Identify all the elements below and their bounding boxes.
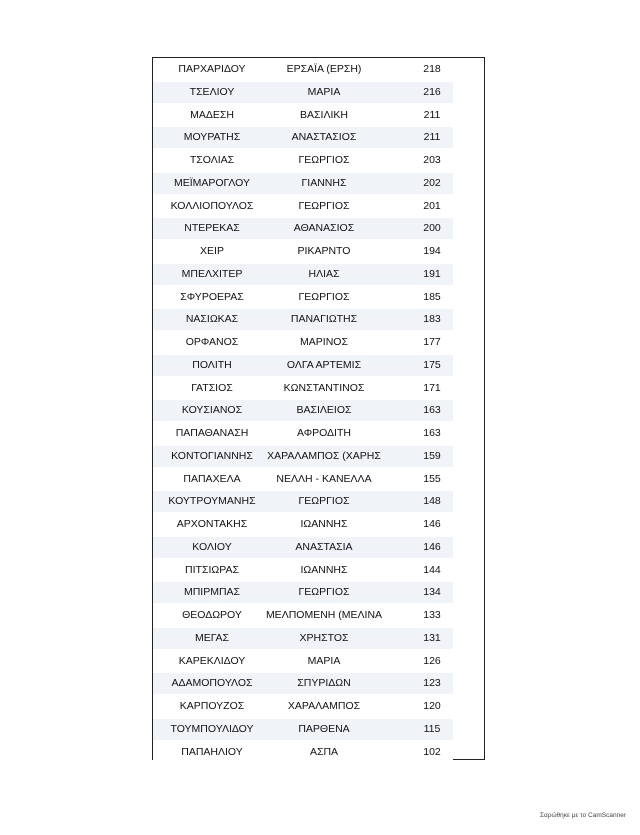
table-row <box>153 308 484 331</box>
table-row <box>153 286 484 309</box>
votes-cell: 185 <box>423 290 441 303</box>
table-row <box>153 581 484 604</box>
votes-cell: 155 <box>423 472 441 485</box>
votes-cell: 163 <box>423 427 441 439</box>
first-name-cell: ΓΕΩΡΓΙΟΣ <box>298 199 350 212</box>
surname-cell: ΑΔΑΜΟΠΟΥΛΟΣ <box>171 677 253 690</box>
votes-cell: 202 <box>423 176 441 189</box>
first-name-cell: ΜΑΡΙΑ <box>307 654 341 667</box>
table-row <box>153 490 484 513</box>
surname-cell: ΚΟΛΙΟΥ <box>192 540 232 553</box>
table-row <box>153 331 484 354</box>
surname-cell: ΤΟΥΜΠΟΥΛΙΔΟΥ <box>170 722 254 735</box>
surname-cell: ΣΦΥΡΟΕΡΑΣ <box>180 290 244 303</box>
first-name-cell: ΧΑΡΑΛΑΜΠΟΣ <box>287 700 361 712</box>
first-name-cell: ΑΦΡΟΔΙΤΗ <box>297 427 351 439</box>
first-name-cell: ΓΕΩΡΓΙΟΣ <box>298 290 350 303</box>
candidates-table <box>152 57 485 760</box>
table-row <box>153 399 484 422</box>
table-row <box>153 513 484 536</box>
votes-cell: 120 <box>423 700 441 712</box>
votes-cell: 203 <box>423 154 441 166</box>
surname-cell: ΠΑΡΧΑΡΙΔΟΥ <box>178 63 246 75</box>
table-row <box>153 536 484 559</box>
votes-cell: 191 <box>423 267 441 280</box>
surname-cell: ΜΕΓΑΣ <box>194 631 230 644</box>
votes-cell: 183 <box>423 313 441 326</box>
first-name-cell: ΝΕΛΛΗ - ΚΑΝΕΛΛΑ <box>276 472 372 485</box>
surname-cell: ΚΟΛΛΙΟΠΟΥΛΟΣ <box>170 199 254 212</box>
surname-cell: ΜΠΕΛΧΙΤΕΡ <box>181 267 243 280</box>
table-row <box>153 58 484 81</box>
table-row <box>153 695 484 718</box>
first-name-cell: ΙΩΑΝΝΗΣ <box>300 563 348 576</box>
table-row <box>153 559 484 582</box>
votes-cell: 194 <box>423 245 441 257</box>
surname-cell: ΑΡΧΟΝΤΑΚΗΣ <box>176 518 248 530</box>
votes-cell: 133 <box>423 609 441 621</box>
first-name-cell: ΟΛΓΑ ΑΡΤΕΜΙΣ <box>286 358 362 371</box>
surname-cell: ΜΕΪΜΑΡΟΓΛΟΥ <box>173 176 251 189</box>
first-name-cell: ΓΕΩΡΓΙΟΣ <box>298 586 350 599</box>
surname-cell: ΤΣΟΛΙΑΣ <box>189 154 235 166</box>
surname-cell: ΠΑΠΑΧΕΛΑ <box>183 472 241 485</box>
first-name-cell: ΜΕΛΠΟΜΕΝΗ (ΜΕΛΙΝΑ <box>265 609 383 621</box>
votes-cell: 159 <box>423 449 441 462</box>
votes-cell: 163 <box>423 404 441 417</box>
first-name-cell: ΓΕΩΡΓΙΟΣ <box>298 495 350 508</box>
surname-cell: ΚΟΝΤΟΓΙΑΝΝΗΣ <box>171 449 253 462</box>
first-name-cell: ΜΑΡΙΑ <box>307 85 341 98</box>
votes-cell: 115 <box>423 722 441 735</box>
surname-cell: ΧΕΙΡ <box>200 245 224 257</box>
votes-cell: 134 <box>423 586 441 599</box>
first-name-cell: ΡΙΚΑΡΝΤΟ <box>297 245 351 257</box>
first-name-cell: ΓΙΑΝΝΗΣ <box>301 176 347 189</box>
table-row <box>153 377 484 400</box>
table-row <box>153 217 484 240</box>
first-name-cell: ΑΘΑΝΑΣΙΟΣ <box>293 222 355 235</box>
first-name-cell: ΓΕΩΡΓΙΟΣ <box>298 154 350 166</box>
votes-cell: 131 <box>423 631 441 644</box>
surname-cell: ΤΣΕΛΙΟΥ <box>189 85 235 98</box>
first-name-cell: ΑΝΑΣΤΑΣΙΑ <box>295 540 353 553</box>
table-row <box>153 81 484 104</box>
first-name-cell: ΠΑΝΑΓΙΩΤΗΣ <box>290 313 358 326</box>
surname-cell: ΜΑΔΕΣΗ <box>190 108 234 121</box>
first-name-cell: ΣΠΥΡΙΔΩΝ <box>297 677 351 690</box>
table-row <box>153 627 484 650</box>
votes-cell: 216 <box>423 85 441 98</box>
table-row <box>153 126 484 149</box>
table-row <box>153 718 484 741</box>
first-name-cell: ΕΡΣΑΪΑ (ΕΡΣΗ) <box>286 63 362 75</box>
votes-cell: 201 <box>423 199 441 212</box>
votes-cell: 146 <box>423 540 441 553</box>
scanner-watermark: Σαρώθηκε με το CamScanner <box>539 812 626 819</box>
surname-cell: ΚΟΥΣΙΑΝΟΣ <box>181 404 243 417</box>
table-row <box>153 422 484 445</box>
first-name-cell: ΧΑΡΑΛΑΜΠΟΣ (ΧΑΡΗΣ <box>267 449 381 462</box>
votes-cell: 102 <box>423 745 441 758</box>
table-row <box>153 263 484 286</box>
surname-cell: ΟΡΦΑΝΟΣ <box>185 336 239 348</box>
votes-cell: 144 <box>423 563 441 576</box>
votes-cell: 126 <box>423 654 441 667</box>
surname-cell: ΚΑΡΕΚΛΙΔΟΥ <box>178 654 246 667</box>
first-name-cell: ΒΑΣΙΛΙΚΗ <box>300 108 348 121</box>
surname-cell: ΠΙΤΣΙΩΡΑΣ <box>185 563 239 576</box>
surname-cell: ΚΑΡΠΟΥΖΟΣ <box>179 700 245 712</box>
table-row <box>153 741 484 764</box>
table-body <box>153 58 484 763</box>
votes-cell: 171 <box>423 381 441 394</box>
table-row <box>153 240 484 263</box>
first-name-cell: ΧΡΗΣΤΟΣ <box>299 631 349 644</box>
first-name-cell: ΒΑΣΙΛΕΙΟΣ <box>296 404 352 417</box>
votes-cell: 175 <box>423 358 441 371</box>
votes-cell: 200 <box>423 222 441 235</box>
table-row <box>153 445 484 468</box>
votes-cell: 146 <box>423 518 441 530</box>
table-row <box>153 149 484 172</box>
first-name-cell: ΠΑΡΘΕΝΑ <box>298 722 350 735</box>
votes-cell: 211 <box>423 131 441 144</box>
surname-cell: ΠΟΛΙΤΗ <box>192 358 232 371</box>
table-row <box>153 104 484 127</box>
table-row <box>153 468 484 491</box>
table-row <box>153 650 484 673</box>
table-row <box>153 172 484 195</box>
votes-cell: 177 <box>423 336 441 348</box>
first-name-cell: ΗΛΙΑΣ <box>308 267 340 280</box>
votes-cell: 211 <box>423 108 441 121</box>
first-name-cell: ΑΣΠΑ <box>309 745 339 758</box>
table-row <box>153 604 484 627</box>
surname-cell: ΠΑΠΑΗΛΙΟΥ <box>181 745 243 758</box>
table-row <box>153 672 484 695</box>
surname-cell: ΝΤΕΡΕΚΑΣ <box>184 222 240 235</box>
surname-cell: ΠΑΠΑΘΑΝΑΣΗ <box>175 427 249 439</box>
votes-cell: 148 <box>423 495 441 508</box>
votes-cell: 218 <box>423 63 441 75</box>
surname-cell: ΜΠΙΡΜΠΑΣ <box>183 586 241 599</box>
surname-cell: ΝΑΣΙΩΚΑΣ <box>185 313 239 326</box>
surname-cell: ΚΟΥΤΡΟΥΜΑΝΗΣ <box>168 495 256 508</box>
first-name-cell: ΚΩΝΣΤΑΝΤΙΝΟΣ <box>283 381 365 394</box>
surname-cell: ΜΟΥΡΑΤΗΣ <box>183 131 241 144</box>
surname-cell: ΘΕΟΔΩΡΟΥ <box>182 609 242 621</box>
table-row <box>153 195 484 218</box>
table-row <box>153 354 484 377</box>
first-name-cell: ΜΑΡΙΝΟΣ <box>300 336 348 348</box>
first-name-cell: ΙΩΑΝΝΗΣ <box>300 518 348 530</box>
votes-cell: 123 <box>423 677 441 690</box>
surname-cell: ΓΑΤΣΙΟΣ <box>191 381 233 394</box>
first-name-cell: ΑΝΑΣΤΑΣΙΟΣ <box>291 131 357 144</box>
